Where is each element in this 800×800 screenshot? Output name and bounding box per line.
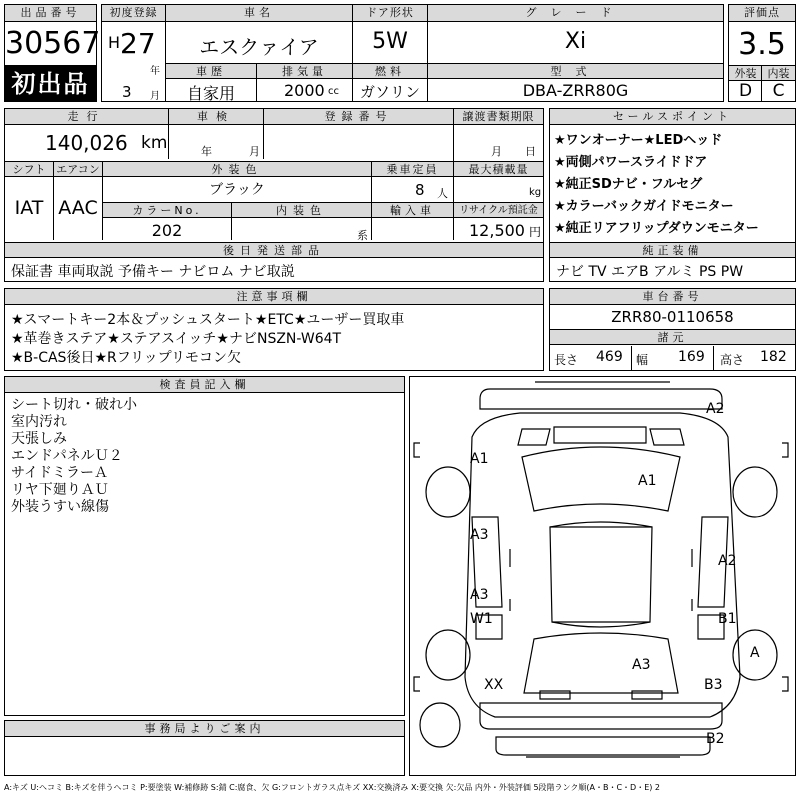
vehicle-details-block <box>4 108 544 282</box>
inspector-label: 検査員記入欄 <box>5 377 404 393</box>
recycle-unit: 円 <box>529 225 542 239</box>
notes-block <box>4 288 544 371</box>
damage-mark-rear-window-a3: A3 <box>632 657 651 673</box>
damage-mark-left-rear-w1: W1 <box>470 611 493 627</box>
name-label: 車名 <box>166 5 352 22</box>
chassis-number: ZRR80-0110658 <box>611 308 734 326</box>
shift-label: シフト <box>5 161 53 177</box>
grade-label: グレード <box>428 5 723 22</box>
int-label: 内装 <box>762 65 795 81</box>
notes-label: 注意事項欄 <box>5 289 543 305</box>
color-no: 202 <box>151 221 183 240</box>
sales-item: ★ワンオーナー★LEDヘッド <box>554 133 723 148</box>
fuel: ガソリン <box>359 83 420 101</box>
capacity-label: 乗車定員 <box>372 161 453 177</box>
first-listing-label: 初出品 <box>11 70 90 98</box>
shift: IAT <box>14 197 44 219</box>
capacity-unit: 人 <box>437 187 448 200</box>
damage-mark-rear-bumper-b2: B2 <box>706 731 725 747</box>
equipment-label: 純正装備 <box>550 242 795 258</box>
chassis-label: 車台番号 <box>550 289 795 305</box>
inspection-month: 月 <box>249 145 260 158</box>
capacity: 8 <box>415 181 425 199</box>
equipment: ナビ TV エアB アルミ PS PW <box>556 264 744 280</box>
inspection-label: 車検 <box>169 109 263 125</box>
transfer-day: 日 <box>525 145 536 158</box>
door-type: 5W <box>372 29 408 54</box>
damage-mark-right-rear-b1: B1 <box>718 611 737 627</box>
int-score: C <box>772 81 785 101</box>
interior-label: 内装色 <box>232 202 371 218</box>
model-label: 型式 <box>428 63 723 79</box>
damage-mark-rear-b3: B3 <box>704 677 723 693</box>
office-block <box>4 720 405 776</box>
inspector-line: シート切れ・破れ小 <box>11 397 137 413</box>
score-block <box>728 4 796 102</box>
score-label: 評価点 <box>729 5 795 22</box>
damage-mark-left-rear-a3: A3 <box>470 587 489 603</box>
inspector-line: 外装うすい線傷 <box>11 499 109 515</box>
width-label: 幅 <box>636 353 649 367</box>
damage-mark-windshield-a1: A1 <box>638 473 657 489</box>
color-no-label: カラーNo. <box>103 202 231 218</box>
transfer-label: 譲渡書類期限 <box>454 109 543 125</box>
year: 27 <box>120 27 156 60</box>
interior-suffix: 系 <box>357 229 368 242</box>
disp-unit: cc <box>328 86 339 97</box>
sales-points-block <box>549 108 796 282</box>
year-unit: 年 <box>150 66 160 77</box>
mileage: 140,026 <box>45 131 128 155</box>
import-label: 輸入車 <box>372 202 453 218</box>
fuel-label: 燃料 <box>353 63 427 79</box>
sales-label: セールスポイント <box>550 109 795 125</box>
lot-number: 30567 <box>5 26 101 61</box>
score: 3.5 <box>738 27 786 62</box>
recycle-fee: 12,500 <box>469 221 525 240</box>
damage-mark-left-door-a3: A3 <box>470 527 489 543</box>
car-name: エスクァイア <box>199 35 319 59</box>
ext-score: D <box>738 81 753 101</box>
transfer-month: 月 <box>491 145 502 158</box>
inspector-line: 天張しみ <box>11 431 67 447</box>
note-line: ★革巻きステア★ステアスイッチ★ナビNSZN-W64T <box>11 331 342 347</box>
reg-month: 3 <box>122 83 132 101</box>
damage-mark-right-wheel-a: A <box>750 645 760 661</box>
length-label: 長さ <box>554 353 579 367</box>
car-outline <box>410 377 795 775</box>
history-label: 車歴 <box>166 63 256 79</box>
chassis-block <box>549 288 796 371</box>
color-label: 外装色 <box>103 161 371 177</box>
ext-label: 外装 <box>729 65 762 81</box>
note-line: ★スマートキー2本＆プッシュスタート★ETC★ユーザー買取車 <box>11 312 405 328</box>
height: 182 <box>760 349 787 365</box>
spec-header-block <box>101 4 724 102</box>
door-label: ドア形状 <box>353 5 427 22</box>
plate-label: 登録番号 <box>264 109 453 125</box>
later-parts-label: 後日発送部品 <box>5 242 543 258</box>
displacement: 2000 <box>284 81 325 100</box>
first-listing-badge <box>4 66 97 102</box>
lot-number-label: 出品番号 <box>5 5 96 22</box>
width: 169 <box>678 349 705 365</box>
model-code: DBA-ZRR80G <box>522 81 629 100</box>
inspector-line: エンドパネルＵ２ <box>11 448 123 464</box>
inspector-line: サイドミラーＡ <box>11 465 109 481</box>
lot-number-cell <box>4 4 101 66</box>
disp-label: 排気量 <box>257 63 352 79</box>
ac-label: エアコン <box>54 161 102 177</box>
length: 469 <box>596 349 623 365</box>
legend: A:キズ U:ヘコミ B:キズを伴うヘコミ P:要塗装 W:補修跡 S:錆 C:腐食、欠 G:フロントガラス点キズ XX:交換済み X:要交換 欠:欠品 内外・外装評価 5段階ランク順(A・B・C・D・E) 2 <box>4 783 661 792</box>
month-unit: 月 <box>150 91 160 102</box>
office-label: 事務局よりご案内 <box>5 721 404 737</box>
era: H <box>108 33 121 52</box>
load-label: 最大積載量 <box>454 161 543 177</box>
color: ブラック <box>209 182 265 198</box>
ac: AAC <box>58 197 98 219</box>
height-label: 高さ <box>720 353 745 367</box>
recycle-label: リサイクル預託金 <box>454 202 543 218</box>
mileage-unit: km <box>141 133 168 153</box>
damage-mark-front-left-a1: A1 <box>470 451 489 467</box>
reg-label: 初度登録 <box>102 5 165 22</box>
sales-item: ★純正リアフリップダウンモニター <box>554 221 759 236</box>
load-unit: kg <box>529 187 542 198</box>
inspector-block <box>4 376 405 716</box>
grade: Xi <box>564 29 587 54</box>
inspector-line: 室内汚れ <box>11 414 67 430</box>
dims-label: 諸元 <box>550 329 795 345</box>
inspection-year: 年 <box>201 145 212 158</box>
damage-mark-right-door-a2: A2 <box>718 553 737 569</box>
note-line: ★B-CAS後日★Rフリップリモコン欠 <box>11 350 242 366</box>
mileage-label: 走行 <box>5 109 168 125</box>
sales-item: ★純正SDナビ・フルセグ <box>554 177 703 192</box>
damage-mark-hood-a2: A2 <box>706 401 725 417</box>
sales-item: ★カラーバックガイドモニター <box>554 199 734 214</box>
damage-diagram <box>409 376 796 776</box>
inspector-line: リヤ下廻りＡＵ <box>11 482 109 498</box>
later-parts: 保証書 車両取説 予備キー ナビロム ナビ取説 <box>11 264 295 280</box>
damage-mark-rear-xx: XX <box>484 677 504 693</box>
car-history: 自家用 <box>186 84 235 103</box>
sales-item: ★両側パワースライドドア <box>554 155 708 170</box>
